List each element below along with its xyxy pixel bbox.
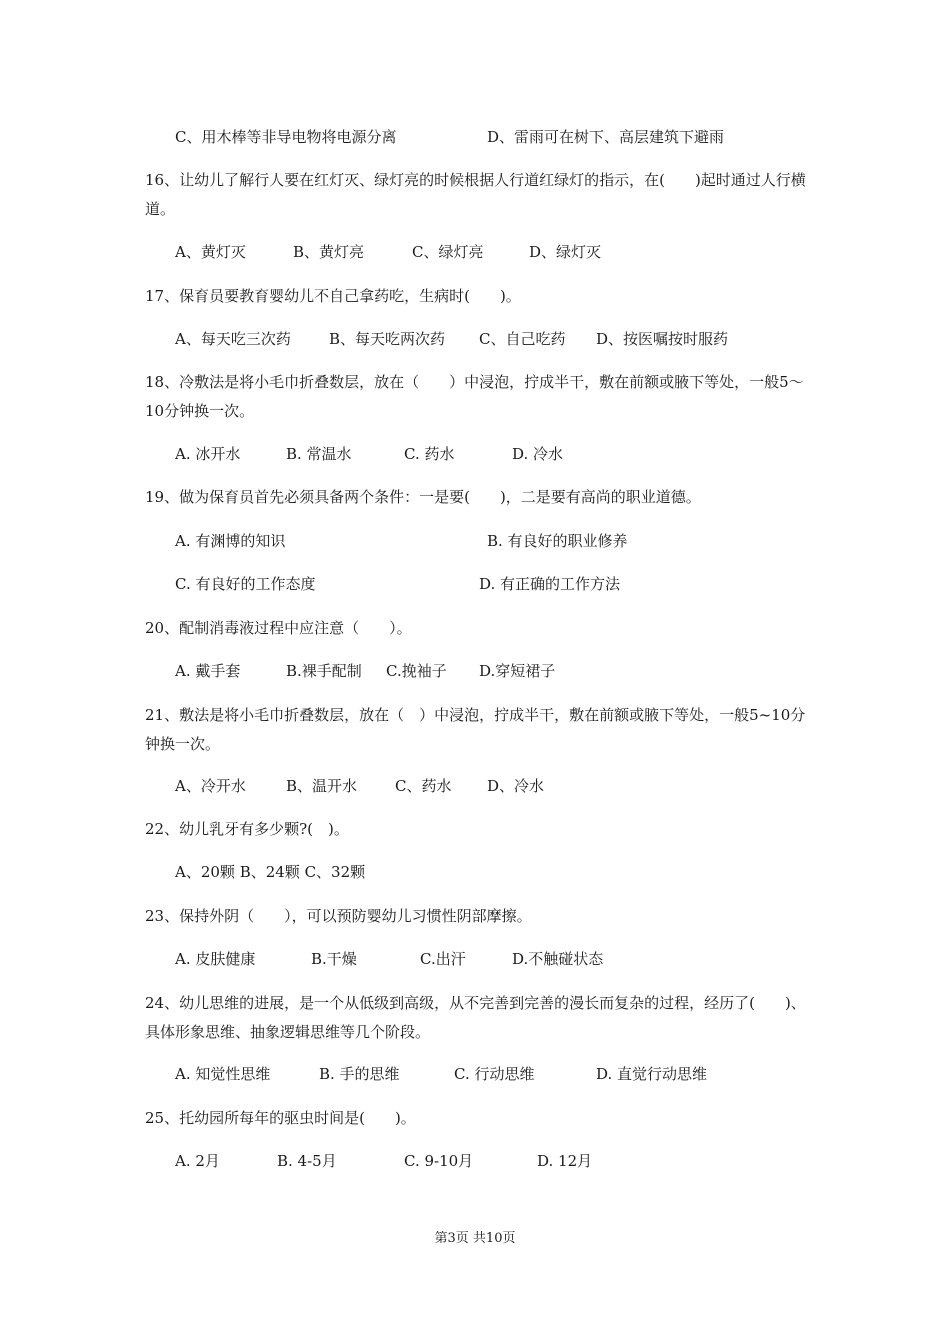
q16-option-a: A、黄灯灭 <box>175 243 246 261</box>
q21-option-a: A、冷开水 <box>175 777 246 795</box>
q18-option-d: D. 冷水 <box>512 445 564 463</box>
q16-option-c: C、绿灯亮 <box>412 243 484 261</box>
q18-option-a: A. 冰开水 <box>175 445 241 463</box>
q24-option-d: D. 直觉行动思维 <box>596 1065 708 1083</box>
q25-option-b: B. 4-5月 <box>277 1152 337 1170</box>
q16-option-b: B、黄灯亮 <box>293 243 365 261</box>
question-20: 20、配制消毒液过程中应注意（ ）。 <box>145 619 412 637</box>
q25-option-c: C. 9-10月 <box>404 1152 474 1170</box>
question-23: 23、保持外阴（ ），可以预防婴幼儿习惯性阴部摩擦。 <box>145 907 532 925</box>
question-22: 22、幼儿乳牙有多少颗?( )。 <box>145 820 349 838</box>
q20-option-a: A. 戴手套 <box>175 662 241 680</box>
q24-option-c: C. 行动思维 <box>454 1065 535 1083</box>
page-footer: 第3页 共10页 <box>434 1231 516 1246</box>
q19-option-d: D. 有正确的工作方法 <box>479 575 621 593</box>
q21-option-c: C、药水 <box>395 777 452 795</box>
question-19: 19、做为保育员首先必须具备两个条件：一是要( )，二是要有高尚的职业道德。 <box>145 488 701 506</box>
q23-option-d: D.不触碰状态 <box>512 950 604 968</box>
q21-option-b: B、温开水 <box>286 777 358 795</box>
q23-option-c: C.出汗 <box>420 950 466 968</box>
q25-option-a: A. 2月 <box>175 1152 220 1170</box>
q24-option-b: B. 手的思维 <box>319 1065 400 1083</box>
q16-option-d: D、绿灯灭 <box>529 243 602 261</box>
q15-option-c: C、用木棒等非导电物将电源分离 <box>175 128 397 146</box>
q17-option-d: D、按医嘱按时服药 <box>596 330 729 348</box>
q18-option-b: B. 常温水 <box>286 445 352 463</box>
q17-option-a: A、每天吃三次药 <box>175 330 291 348</box>
q19-option-b: B. 有良好的职业修养 <box>487 532 628 550</box>
q25-option-d: D. 12月 <box>537 1152 593 1170</box>
question-24: 24、幼儿思维的进展，是一个从低级到高级，从不完善到完善的漫长而复杂的过程，经历了( )、具体形象思维、抽象逻辑思维等几个阶段。 <box>145 994 806 1041</box>
question-21: 21、敷法是将小毛巾折叠数层，放在（ ）中浸泡，拧成半干，敷在前额或腋下等处，一般5~10分钟换一次。 <box>145 706 806 753</box>
q24-option-a: A. 知觉性思维 <box>175 1065 271 1083</box>
q15-option-d: D、雷雨可在树下、高层建筑下避雨 <box>487 128 725 146</box>
question-25: 25、托幼园所每年的驱虫时间是( )。 <box>145 1109 416 1127</box>
q22-options: A、20颗 B、24颗 C、32颗 <box>175 863 366 881</box>
q18-option-c: C. 药水 <box>404 445 455 463</box>
q17-option-c: C、自己吃药 <box>479 330 566 348</box>
q20-option-b: B.裸手配制 <box>286 662 362 680</box>
q23-option-a: A. 皮肤健康 <box>175 950 256 968</box>
q21-option-d: D、冷水 <box>487 777 545 795</box>
question-18: 18、冷敷法是将小毛巾折叠数层，放在（ ）中浸泡，拧成半干，敷在前额或腋下等处，一般5～10分钟换一次。 <box>145 373 804 420</box>
q20-option-d: D.穿短裙子 <box>479 662 556 680</box>
question-17: 17、保育员要教育婴幼儿不自己拿药吃，生病时( )。 <box>145 287 521 305</box>
q19-option-a: A. 有渊博的知识 <box>175 532 286 550</box>
q19-option-c: C. 有良好的工作态度 <box>175 575 316 593</box>
q17-option-b: B、每天吃两次药 <box>329 330 446 348</box>
question-16: 16、让幼儿了解行人要在红灯灭、绿灯亮的时候根据人行道红绿灯的指示，在( )起时通过人行横道。 <box>145 171 806 218</box>
q20-option-c: C.挽袖子 <box>386 662 447 680</box>
q23-option-b: B.干燥 <box>311 950 357 968</box>
